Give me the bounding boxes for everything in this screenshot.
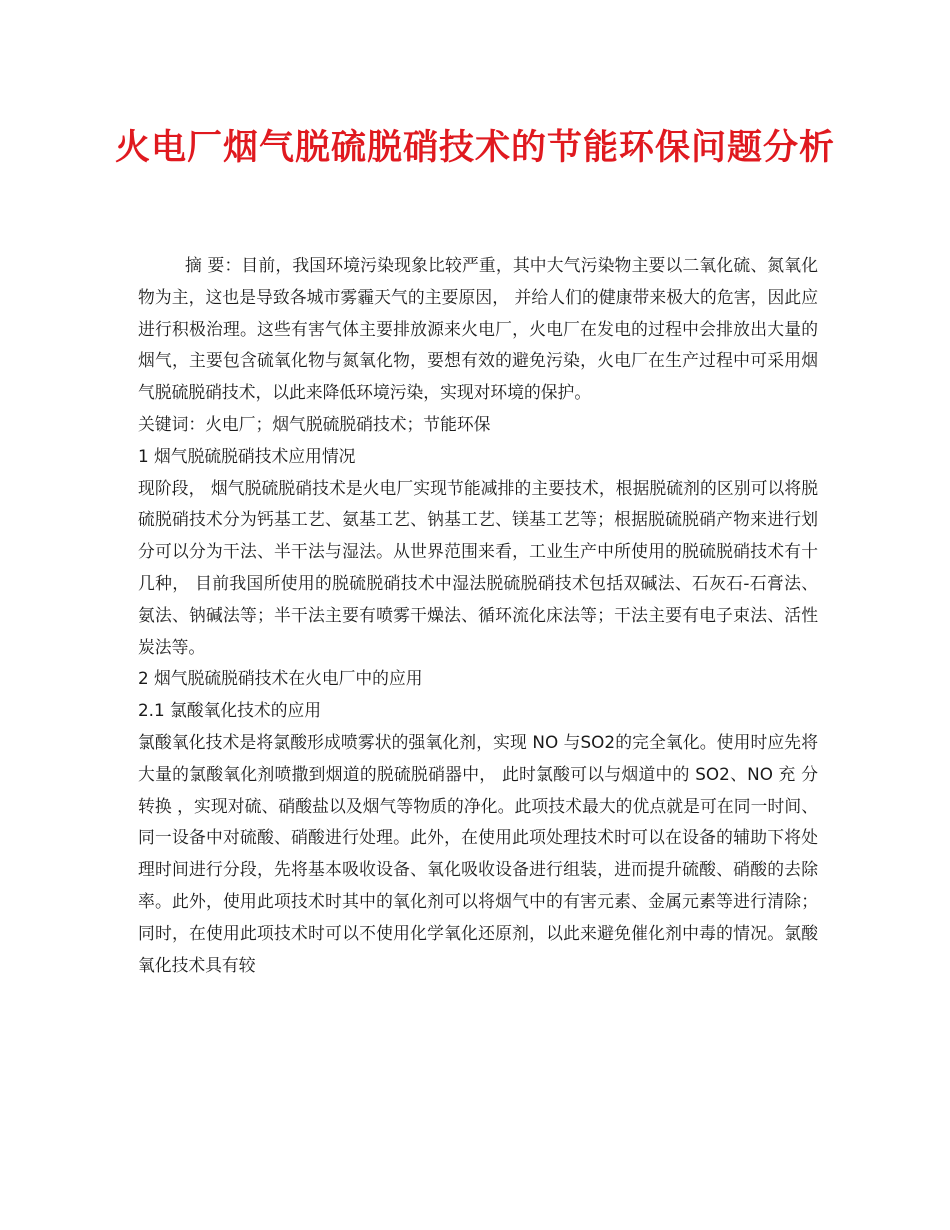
section-2-heading: 2 烟气脱硫脱硝技术在火电厂中的应用	[138, 668, 423, 689]
keywords-line: 关键词：火电厂；烟气脱硫脱硝技术；节能环保	[138, 413, 491, 434]
document-body	[138, 250, 818, 981]
section-1-heading: 1 烟气脱硫脱硝技术应用情况	[138, 445, 356, 466]
section-2-1-paragraph: 氯酸氧化技术是将氯酸形成喷雾状的强氧化剂，实现 NO 与SO2的完全氧化。使用时应先将大量的氯酸氧化剂喷撒到烟道的脱硫脱硝器中， 此时氯酸可以与烟道中的 SO2、NO 充 分转换 ，实现对硫、硝酸盐以及烟气等物质的净化。此项技术最大的优点就是可在同一时间、同一设备中对硫酸、硝酸进行处理。此外，在使用此项处理技术时可以在设备的辅助下将处理时间进行分段，先将基本吸收设备、氧化吸收设备进行组装，进而提升硫酸、硝酸的去除率。此外，使用此项技术时其中的氧化剂可以将烟气中的有害元素、金属元素等进行清除；同时，在使用此项技术时可以不使用化学氧化还原剂，以此来避免催化剂中毒的情况。氯酸氧化技术具有较	[138, 731, 818, 975]
document-title: 火电厂烟气脱硫脱硝技术的节能环保问题分析	[114, 128, 835, 168]
abstract-paragraph: 摘 要：目前，我国环境污染现象比较严重，其中大气污染物主要以二氧化硫、氮氧化物为主，这也是导致各城市雾霾天气的主要原因， 并给人们的健康带来极大的危害，因此应进行积极治理。这些有害气体主要排放源来火电厂，火电厂在发电的过程中会排放出大量的烟气，主要包含硫氧化物与氮氧化物，要想有效的避免污染，火电厂在生产过程中可采用烟气脱硫脱硝技术，以此来降低环境污染，实现对环境的保护。	[138, 255, 818, 403]
section-2-1-heading: 2.1 氯酸氧化技术的应用	[138, 700, 322, 721]
section-1-paragraph: 现阶段， 烟气脱硫脱硝技术是火电厂实现节能减排的主要技术，根据脱硫剂的区别可以将脱硫脱硝技术分为钙基工艺、氨基工艺、钠基工艺、镁基工艺等；根据脱硫脱硝产物来进行划分可以分为干法、半干法与湿法。从世界范围来看，工业生产中所使用的脱硫脱硝技术有十几种， 目前我国所使用的脱硫脱硝技术中湿法脱硫脱硝技术包括双碱法、石灰石-石膏法、氨法、钠碱法等；半干法主要有喷雾干燥法、循环流化床法等；干法主要有电子束法、活性炭法等。	[138, 477, 818, 657]
